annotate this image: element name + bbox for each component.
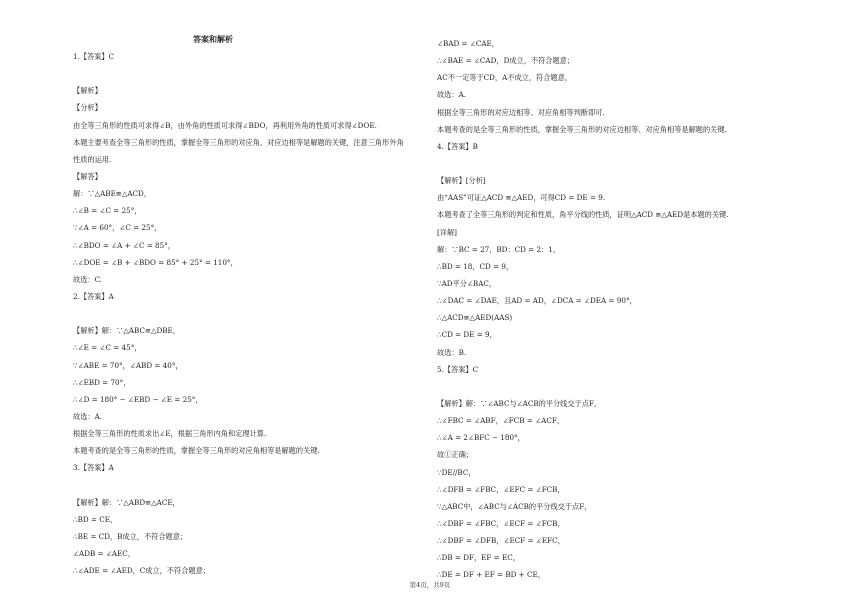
- text-line: [73, 309, 413, 326]
- text-line: ∴BE = CD，B成立，不符合题意；: [73, 531, 188, 541]
- text-line: ∵DE//BC，: [437, 467, 476, 477]
- text-line: 解：∵△ABE≌△ACD，: [73, 189, 151, 199]
- text-line: [73, 69, 413, 86]
- text-line: ∴∠ADE = ∠AED，C成立，不符合题意；: [73, 566, 210, 576]
- text-line: ∴∠B = ∠C = 25°，: [73, 206, 142, 216]
- text-line: ∴∠BAE = ∠CAD，D成立，不符合题意；: [437, 56, 575, 66]
- text-line: 故选：A.: [437, 90, 467, 100]
- text-line: ∴DE = DF + EF = BD + CE，: [437, 570, 545, 580]
- text-line: 1.【答案】C: [73, 52, 115, 61]
- page-title: 答案和解析: [193, 34, 233, 44]
- text-line: ∴∠DOE = ∠B + ∠BDO = 85° + 25° = 110°，: [73, 257, 238, 267]
- text-line: ∴△ACD≌△AED(AAS): [437, 313, 513, 323]
- text-line: ∴∠DBF = ∠FBC，∠ECF = ∠FCB，: [437, 518, 565, 528]
- text-line: AC不一定等于CD，A不成立，符合题意，: [437, 73, 572, 83]
- text-line: ∵∠A = 60°，∠C = 25°，: [73, 223, 162, 233]
- text-line: [73, 481, 413, 498]
- text-line: 【解析】解：∵△ABC≌△DBE，: [73, 326, 180, 336]
- text-line: ∴CD = DE = 9，: [437, 330, 497, 340]
- text-line: 性质的运用.: [73, 154, 112, 164]
- text-line: 由全等三角形的性质可求得∠B，由外角的性质可求得∠BDO，再利用外角的性质可求得∠DOE.: [73, 120, 377, 130]
- text-line: 2.【答案】A: [73, 291, 114, 301]
- text-line: ∴∠DAC = ∠DAE，且AD = AD，∠DCA = ∠DEA = 90°，: [437, 296, 637, 306]
- text-line: 【分析】: [73, 103, 102, 113]
- text-line: ∠BAD = ∠CAE，: [437, 39, 499, 48]
- text-line: 【解析】[分析]: [437, 176, 486, 186]
- text-line: ∴∠BDO = ∠A + ∠C = 85°，: [73, 240, 175, 250]
- text-line: 本题考查的是全等三角形的性质，掌握全等三角形的对应角相等是解题的关键.: [73, 446, 320, 456]
- left-column: [73, 34, 413, 583]
- text-line: 故①正确；: [437, 450, 473, 460]
- text-line: 根据全等三角形的性质求出∠E，根据三角形内角和定理计算.: [73, 429, 267, 439]
- text-line: ∴∠A = 2∠BFC − 180°，: [437, 433, 525, 443]
- text-line: 故选：B.: [437, 347, 467, 357]
- text-line: 本题主要考查全等三角形的性质，掌握全等三角形的对应角、对应边相等是解题的关键，注意三角形外角: [73, 137, 404, 147]
- text-line: ∴∠E = ∠C = 45°，: [73, 343, 142, 353]
- text-line: [437, 382, 787, 399]
- text-line: 故选：C.: [73, 274, 103, 284]
- text-line: 3.【答案】A: [73, 463, 114, 473]
- text-line: [437, 159, 787, 176]
- text-line: ∵∠ABE = 70°，∠ABD = 40°，: [73, 360, 183, 370]
- page-footer: 第4页，共9页: [409, 581, 451, 589]
- text-line: 本题考查的是全等三角形的性质，掌握全等三角形的对应边相等、对应角相等是解题的关键.: [437, 124, 727, 134]
- text-line: 【解析】解：∵∠ABC与∠ACB的平分线交于点F，: [437, 398, 602, 408]
- text-line: ∠ADB = ∠AEC，: [73, 549, 135, 559]
- text-line: 【解答】: [73, 171, 102, 181]
- text-line: ∴BD = 18，CD = 9，: [437, 261, 514, 271]
- text-line: 【解析】解：∵△ABD≌△ACE，: [73, 497, 180, 507]
- text-line: ∴BD = CE，: [73, 514, 118, 524]
- text-line: 由“AAS”可证△ACD ≌△AED，可得CD = DE = 9.: [437, 193, 606, 203]
- text-line: 4.【答案】B: [437, 141, 478, 151]
- text-line: ∴∠D = 180° − ∠EBD − ∠E = 25°，: [73, 394, 203, 404]
- text-line: 故选：A.: [73, 411, 103, 421]
- text-line: ∴∠FBC = ∠ABF，∠FCB = ∠ACF，: [437, 416, 565, 426]
- text-line: 本题考查了全等三角形的判定和性质，角平分线的性质，证明△ACD ≌△AED是本题的关键.: [437, 210, 729, 220]
- text-line: ∴DB = DF，EF = EC，: [437, 553, 520, 563]
- text-line: ∴∠EBD = 70°，: [73, 377, 131, 387]
- text-line: 【解析】: [73, 86, 102, 96]
- text-line: 解：∵BC = 27，BD：CD = 2：1，: [437, 244, 561, 254]
- text-line: ∵AD平分∠BAC，: [437, 278, 497, 288]
- right-column: [437, 39, 787, 588]
- text-line: 5.【答案】C: [437, 364, 479, 374]
- text-line: ∴∠DBF = ∠DFB，∠ECF = ∠EFC，: [437, 536, 565, 546]
- text-line: [详解]: [437, 227, 457, 237]
- text-line: ∵△ABC中，∠ABC与∠ACB的平分线交于点F，: [437, 501, 592, 511]
- text-line: 根据全等三角形的对应边相等、对应角相等判断即可.: [437, 107, 605, 117]
- text-line: ∴∠DFB = ∠FBC，∠EFC = ∠FCB，: [437, 484, 565, 494]
